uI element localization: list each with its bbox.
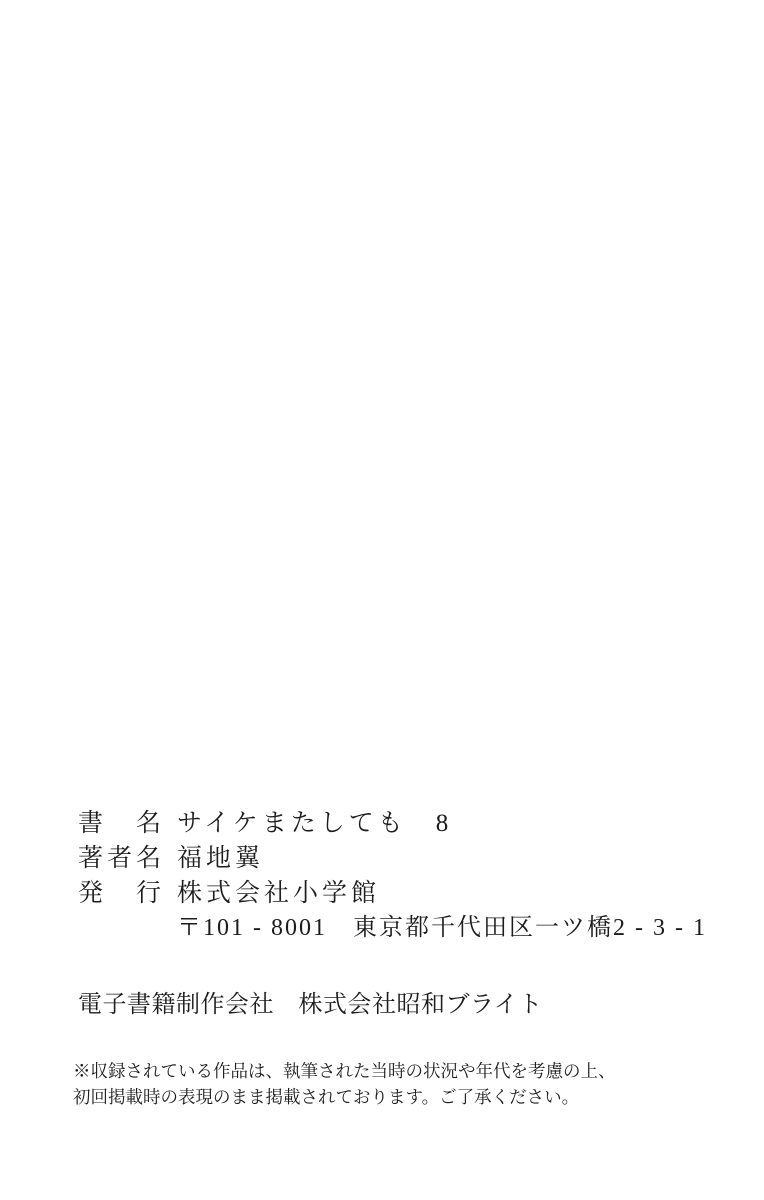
colophon-row-publisher	[78, 876, 707, 911]
ebook-producer-line: 電子書籍制作会社 株式会社昭和ブライト	[78, 992, 543, 1018]
author-label: 著者名	[78, 845, 166, 872]
publisher-value: 株式会社小学館	[177, 880, 381, 907]
publisher-address: 〒101 - 8001 東京都千代田区一ツ橋2 - 3 - 1	[177, 915, 707, 941]
book-title-label: 書 名	[78, 810, 166, 837]
book-title-value: サイケまたしても 8	[177, 810, 453, 837]
author-value: 福地翼	[177, 845, 265, 872]
colophon-row-book-title	[78, 806, 707, 841]
colophon-row-author	[78, 841, 707, 876]
colophon-block	[78, 806, 707, 946]
publisher-label: 発 行	[78, 880, 166, 907]
disclaimer-note-line-2: 初回掲載時の表現のまま掲載されております。ご了承ください。	[73, 1087, 580, 1107]
disclaimer-note-line-1: ※収録されている作品は、執筆された当時の状況や年代を考慮の上、	[73, 1061, 616, 1081]
disclaimer-note	[73, 1058, 616, 1110]
